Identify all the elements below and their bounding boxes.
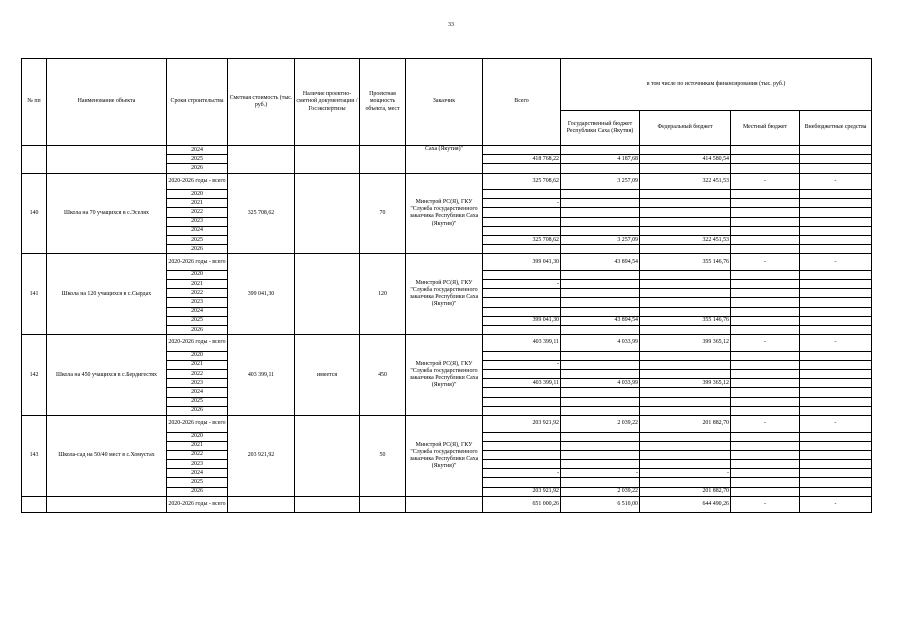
year-cell: 2025	[167, 478, 228, 487]
year-cell: 2021	[167, 441, 228, 450]
year-cell: 2024	[167, 388, 228, 397]
local-budget-cell	[731, 450, 800, 459]
federal-budget-cell	[640, 388, 731, 397]
state-budget-cell: 2 039,22	[561, 416, 640, 433]
total-cell	[483, 298, 561, 307]
total-cell: 399 041,30	[483, 316, 561, 325]
header-cost: Сметная стоимость (тыс. руб.)	[228, 59, 295, 146]
capacity-cell	[360, 146, 406, 174]
federal-budget-cell	[640, 307, 731, 316]
local-budget-cell	[731, 379, 800, 388]
total-cell: 403 399,11	[483, 379, 561, 388]
federal-budget-cell: 322 451,53	[640, 236, 731, 245]
total-cell	[483, 388, 561, 397]
header-total: Всего	[483, 59, 561, 146]
customer-cell: Минстрой РС(Я), ГКУ "Служба государственного заказчика Республики Саха (Якутия)"	[406, 335, 483, 416]
header-period: Сроки строительства	[167, 59, 228, 146]
federal-budget-cell	[640, 441, 731, 450]
total-cell	[483, 432, 561, 441]
total-cell: 399 041,30	[483, 254, 561, 271]
extra-budget-cell	[800, 307, 872, 316]
table-row	[22, 416, 872, 433]
federal-budget-cell	[640, 406, 731, 415]
extra-budget-cell	[800, 469, 872, 478]
extra-budget-cell	[800, 432, 872, 441]
local-budget-cell	[731, 406, 800, 415]
table-row	[22, 173, 872, 190]
federal-budget-cell	[640, 360, 731, 369]
year-cell: 2022	[167, 370, 228, 379]
federal-budget-cell	[640, 199, 731, 208]
total-cell	[483, 351, 561, 360]
state-budget-cell	[561, 478, 640, 487]
extra-budget-cell	[800, 298, 872, 307]
federal-budget-cell	[640, 351, 731, 360]
financing-table	[21, 58, 872, 513]
extra-budget-cell: -	[800, 335, 872, 352]
year-cell: 2020	[167, 270, 228, 279]
cost-cell: 325 708,62	[228, 173, 295, 254]
local-budget-cell: -	[731, 416, 800, 433]
header-docs: Наличие проектно-сметной документации /Госэкспертизы	[295, 59, 360, 146]
local-budget-cell: -	[731, 496, 800, 513]
state-budget-cell	[561, 432, 640, 441]
total-cell	[483, 326, 561, 335]
state-budget-cell	[561, 441, 640, 450]
docs-cell	[295, 173, 360, 254]
customer-cell: Саха (Якутия)"	[406, 146, 483, 174]
customer-cell: Минстрой РС(Я), ГКУ "Служба государственного заказчика Республики Саха (Якутия)"	[406, 254, 483, 335]
cost-cell: 399 041,30	[228, 254, 295, 335]
local-budget-cell	[731, 460, 800, 469]
state-budget-cell	[561, 450, 640, 459]
capacity-cell: 70	[360, 173, 406, 254]
extra-budget-cell	[800, 450, 872, 459]
local-budget-cell	[731, 190, 800, 199]
year-cell: 2026	[167, 245, 228, 254]
extra-budget-cell	[800, 441, 872, 450]
extra-budget-cell	[800, 460, 872, 469]
local-budget-cell	[731, 280, 800, 289]
table-row	[22, 146, 872, 155]
total-cell	[483, 245, 561, 254]
local-budget-cell	[731, 217, 800, 226]
customer-cell: Минстрой РС(Я), ГКУ "Служба государственного заказчика Республики Саха (Якутия)"	[406, 416, 483, 497]
extra-budget-cell: -	[800, 173, 872, 190]
total-cell: -	[483, 280, 561, 289]
state-budget-cell	[561, 208, 640, 217]
state-budget-cell	[561, 406, 640, 415]
local-budget-cell	[731, 164, 800, 173]
name-cell	[47, 146, 167, 174]
state-budget-cell	[561, 217, 640, 226]
extra-budget-cell	[800, 146, 872, 155]
federal-budget-cell	[640, 280, 731, 289]
docs-cell	[295, 254, 360, 335]
federal-budget-cell	[640, 208, 731, 217]
local-budget-cell	[731, 441, 800, 450]
local-budget-cell	[731, 351, 800, 360]
extra-budget-cell	[800, 164, 872, 173]
extra-budget-cell	[800, 326, 872, 335]
year-cell: 2021	[167, 360, 228, 369]
table-row	[22, 254, 872, 271]
header-local-budget: Местный бюджет	[731, 111, 800, 146]
extra-budget-cell: -	[800, 416, 872, 433]
total-cell: 325 708,62	[483, 173, 561, 190]
federal-budget-cell	[640, 226, 731, 235]
local-budget-cell	[731, 307, 800, 316]
total-cell	[483, 217, 561, 226]
federal-budget-cell	[640, 289, 731, 298]
state-budget-cell: -	[561, 469, 640, 478]
year-cell: 2022	[167, 208, 228, 217]
year-cell: 2024	[167, 469, 228, 478]
total-cell: 203 921,92	[483, 416, 561, 433]
year-cell: 2022	[167, 450, 228, 459]
federal-budget-cell	[640, 432, 731, 441]
state-budget-cell	[561, 164, 640, 173]
total-cell	[483, 270, 561, 279]
year-cell: 2026	[167, 326, 228, 335]
year-cell: 2024	[167, 226, 228, 235]
extra-budget-cell	[800, 217, 872, 226]
year-cell: 2025	[167, 397, 228, 406]
state-budget-cell: 4 033,99	[561, 335, 640, 352]
local-budget-cell	[731, 397, 800, 406]
local-budget-cell	[731, 289, 800, 298]
local-budget-cell	[731, 155, 800, 164]
local-budget-cell	[731, 245, 800, 254]
extra-budget-cell	[800, 236, 872, 245]
capacity-cell: 120	[360, 254, 406, 335]
local-budget-cell: -	[731, 335, 800, 352]
num-cell: 140	[22, 173, 47, 254]
state-budget-cell	[561, 289, 640, 298]
extra-budget-cell	[800, 487, 872, 496]
federal-budget-cell: 399 365,12	[640, 335, 731, 352]
local-budget-cell	[731, 226, 800, 235]
extra-budget-cell	[800, 280, 872, 289]
customer-cell	[406, 496, 483, 513]
state-budget-cell	[561, 388, 640, 397]
customer-cell: Минстрой РС(Я), ГКУ "Служба государственного заказчика Республики Саха (Якутия)"	[406, 173, 483, 254]
local-budget-cell	[731, 236, 800, 245]
year-cell: 2024	[167, 307, 228, 316]
year-cell: 2021	[167, 280, 228, 289]
federal-budget-cell: 644 490,26	[640, 496, 731, 513]
federal-budget-cell: 322 451,53	[640, 173, 731, 190]
header-capacity: Проектная мощность объекта, мест	[360, 59, 406, 146]
local-budget-cell	[731, 360, 800, 369]
year-cell: 2025	[167, 316, 228, 325]
state-budget-cell	[561, 270, 640, 279]
state-budget-cell: 3 257,09	[561, 236, 640, 245]
capacity-cell: 450	[360, 335, 406, 416]
federal-budget-cell	[640, 245, 731, 254]
extra-budget-cell	[800, 208, 872, 217]
federal-budget-cell	[640, 460, 731, 469]
total-cell	[483, 289, 561, 298]
federal-budget-cell	[640, 270, 731, 279]
year-cell: 2026	[167, 487, 228, 496]
docs-cell	[295, 146, 360, 174]
total-cell: -	[483, 469, 561, 478]
local-budget-cell	[731, 487, 800, 496]
state-budget-cell	[561, 360, 640, 369]
state-budget-cell	[561, 326, 640, 335]
capacity-cell	[360, 496, 406, 513]
docs-cell	[295, 416, 360, 497]
state-budget-cell: 43 894,54	[561, 316, 640, 325]
year-cell: 2024	[167, 146, 228, 155]
state-budget-cell	[561, 298, 640, 307]
local-budget-cell	[731, 208, 800, 217]
state-budget-cell: 4 033,99	[561, 379, 640, 388]
state-budget-cell: 6 510,00	[561, 496, 640, 513]
extra-budget-cell	[800, 397, 872, 406]
cost-cell: 203 921,92	[228, 416, 295, 497]
extra-budget-cell	[800, 289, 872, 298]
total-cell	[483, 397, 561, 406]
year-cell: 2022	[167, 289, 228, 298]
federal-budget-cell: 399 365,12	[640, 379, 731, 388]
state-budget-cell	[561, 397, 640, 406]
state-budget-cell	[561, 199, 640, 208]
year-cell: 2025	[167, 155, 228, 164]
extra-budget-cell	[800, 190, 872, 199]
period-total-cell: 2020-2026 годы - всего	[167, 173, 228, 190]
table-row	[22, 496, 872, 513]
federal-budget-cell: 355 146,76	[640, 254, 731, 271]
extra-budget-cell	[800, 199, 872, 208]
cost-cell	[228, 146, 295, 174]
extra-budget-cell	[800, 226, 872, 235]
extra-budget-cell	[800, 155, 872, 164]
header-sources-title: в том числе по источникам финансирования (тыс. руб.)	[561, 59, 872, 111]
year-cell: 2025	[167, 236, 228, 245]
cost-cell	[228, 496, 295, 513]
total-cell	[483, 307, 561, 316]
local-budget-cell	[731, 326, 800, 335]
federal-budget-cell	[640, 397, 731, 406]
extra-budget-cell	[800, 316, 872, 325]
year-cell: 2021	[167, 199, 228, 208]
federal-budget-cell	[640, 478, 731, 487]
total-cell	[483, 441, 561, 450]
federal-budget-cell	[640, 190, 731, 199]
extra-budget-cell	[800, 270, 872, 279]
total-cell: 203 921,92	[483, 487, 561, 496]
total-cell	[483, 146, 561, 155]
period-total-cell: 2020-2026 годы - всего	[167, 254, 228, 271]
extra-budget-cell	[800, 370, 872, 379]
local-budget-cell	[731, 270, 800, 279]
year-cell: 2026	[167, 164, 228, 173]
header-extra-budget: Внебюджетные средства	[800, 111, 872, 146]
table-body	[22, 146, 872, 513]
total-cell	[483, 460, 561, 469]
state-budget-cell: 4 187,68	[561, 155, 640, 164]
state-budget-cell	[561, 370, 640, 379]
period-total-cell: 2020-2026 годы - всего	[167, 335, 228, 352]
year-cell: 2023	[167, 460, 228, 469]
state-budget-cell: 2 039,22	[561, 487, 640, 496]
num-cell: 142	[22, 335, 47, 416]
local-budget-cell	[731, 298, 800, 307]
extra-budget-cell: -	[800, 496, 872, 513]
state-budget-cell: 43 894,54	[561, 254, 640, 271]
num-cell	[22, 146, 47, 174]
num-cell	[22, 496, 47, 513]
total-cell	[483, 190, 561, 199]
year-cell: 2020	[167, 432, 228, 441]
period-total-cell: 2020-2026 годы - всего	[167, 496, 228, 513]
federal-budget-cell: 201 882,70	[640, 416, 731, 433]
total-cell: -	[483, 360, 561, 369]
total-cell: -	[483, 199, 561, 208]
total-cell	[483, 406, 561, 415]
state-budget-cell	[561, 190, 640, 199]
state-budget-cell	[561, 280, 640, 289]
state-budget-cell	[561, 460, 640, 469]
local-budget-cell	[731, 370, 800, 379]
cost-cell: 403 399,11	[228, 335, 295, 416]
table-row	[22, 335, 872, 352]
header-num: № пп	[22, 59, 47, 146]
object-name-cell: Школа-сад на 50/40 мест в с.Хомустах	[47, 416, 167, 497]
local-budget-cell	[731, 316, 800, 325]
federal-budget-cell: -	[640, 469, 731, 478]
federal-budget-cell	[640, 450, 731, 459]
total-cell	[483, 208, 561, 217]
federal-budget-cell: 201 882,70	[640, 487, 731, 496]
local-budget-cell	[731, 146, 800, 155]
local-budget-cell	[731, 199, 800, 208]
extra-budget-cell	[800, 351, 872, 360]
state-budget-cell	[561, 146, 640, 155]
year-cell: 2020	[167, 351, 228, 360]
state-budget-cell: 3 257,09	[561, 173, 640, 190]
extra-budget-cell	[800, 478, 872, 487]
year-cell: 2026	[167, 406, 228, 415]
header-customer: Заказчик	[406, 59, 483, 146]
period-total-cell: 2020-2026 годы - всего	[167, 416, 228, 433]
federal-budget-cell	[640, 326, 731, 335]
local-budget-cell: -	[731, 173, 800, 190]
local-budget-cell	[731, 432, 800, 441]
header-state-budget: Государственный бюджет Республики Саха (Якутия)	[561, 111, 640, 146]
total-cell: 651 000,26	[483, 496, 561, 513]
object-name-cell: Школа на 70 учащихся в с.Эселях	[47, 173, 167, 254]
page-number: 33	[448, 22, 454, 28]
federal-budget-cell	[640, 164, 731, 173]
extra-budget-cell	[800, 388, 872, 397]
object-name-cell	[47, 496, 167, 513]
year-cell: 2023	[167, 217, 228, 226]
capacity-cell: 50	[360, 416, 406, 497]
federal-budget-cell	[640, 146, 731, 155]
federal-budget-cell	[640, 370, 731, 379]
extra-budget-cell	[800, 406, 872, 415]
state-budget-cell	[561, 307, 640, 316]
year-cell: 2023	[167, 298, 228, 307]
header-name: Наименование объекта	[47, 59, 167, 146]
total-cell	[483, 478, 561, 487]
extra-budget-cell	[800, 360, 872, 369]
state-budget-cell	[561, 245, 640, 254]
extra-budget-cell	[800, 245, 872, 254]
header-federal-budget: Федеральный бюджет	[640, 111, 731, 146]
docs-cell	[295, 496, 360, 513]
local-budget-cell	[731, 388, 800, 397]
object-name-cell: Школа на 450 учащихся в с.Бердигестях	[47, 335, 167, 416]
num-cell: 143	[22, 416, 47, 497]
federal-budget-cell: 414 580,54	[640, 155, 731, 164]
state-budget-cell	[561, 226, 640, 235]
federal-budget-cell	[640, 217, 731, 226]
year-cell: 2020	[167, 190, 228, 199]
total-cell	[483, 450, 561, 459]
local-budget-cell	[731, 478, 800, 487]
state-budget-cell	[561, 351, 640, 360]
num-cell: 141	[22, 254, 47, 335]
local-budget-cell: -	[731, 254, 800, 271]
total-cell: 325 708,62	[483, 236, 561, 245]
extra-budget-cell: -	[800, 254, 872, 271]
total-cell	[483, 370, 561, 379]
federal-budget-cell	[640, 298, 731, 307]
total-cell	[483, 226, 561, 235]
object-name-cell: Школа на 120 учащихся в с.Сырдах	[47, 254, 167, 335]
total-cell: 403 399,11	[483, 335, 561, 352]
year-cell: 2023	[167, 379, 228, 388]
federal-budget-cell: 355 146,76	[640, 316, 731, 325]
extra-budget-cell	[800, 379, 872, 388]
total-cell	[483, 164, 561, 173]
local-budget-cell	[731, 469, 800, 478]
docs-cell: имеется	[295, 335, 360, 416]
total-cell: 418 768,22	[483, 155, 561, 164]
